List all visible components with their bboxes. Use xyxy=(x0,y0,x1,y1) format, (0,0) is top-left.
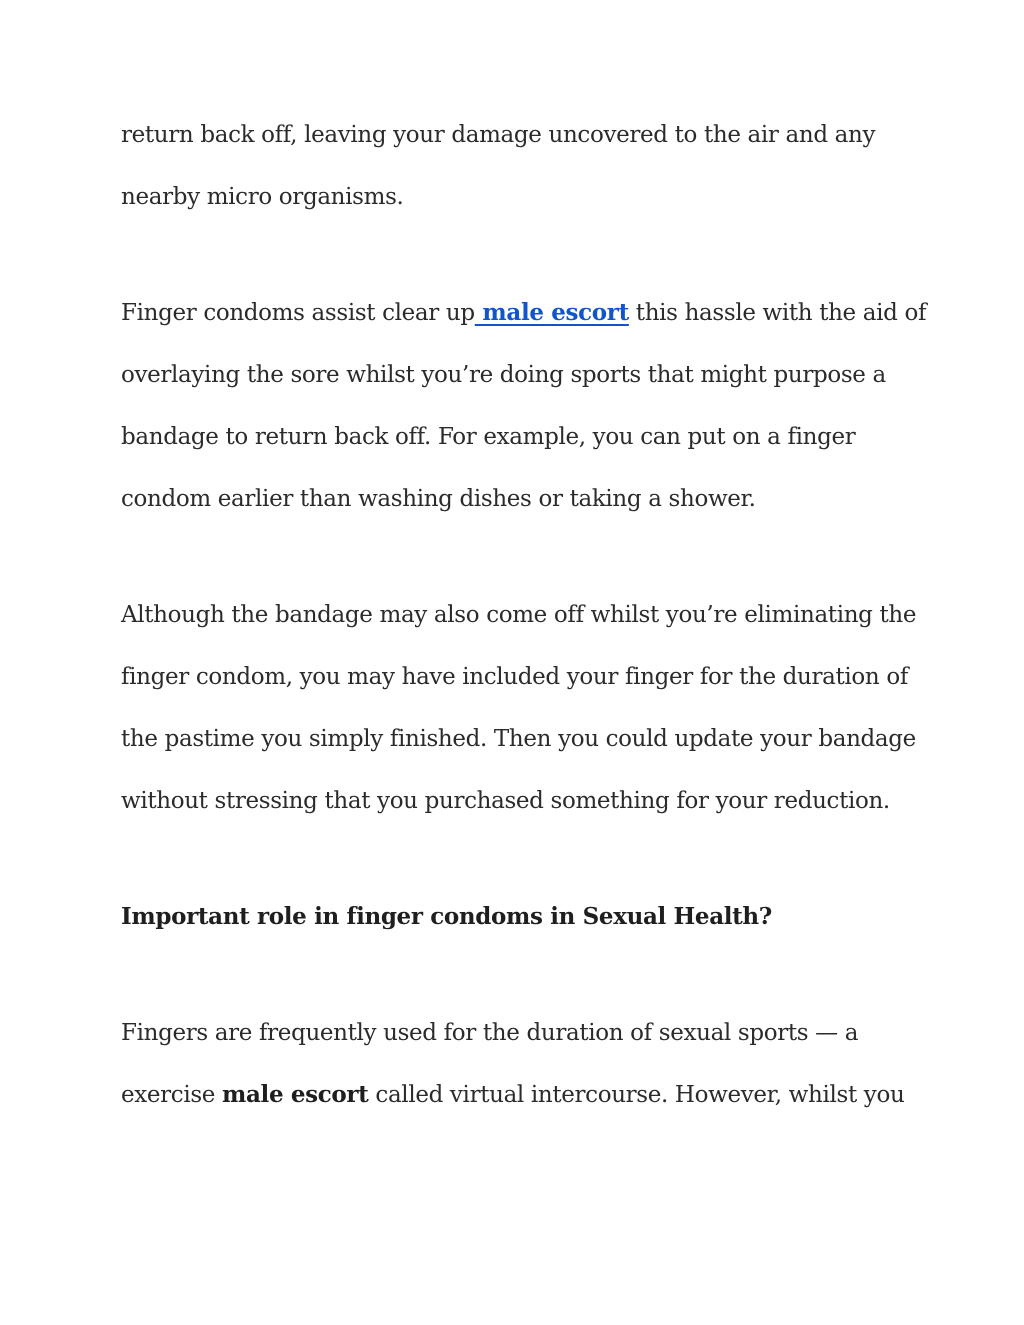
paragraph-2-text-before-link: Finger condoms assist clear up xyxy=(121,300,475,326)
paragraph-4-text-before-bold: exercise xyxy=(121,1082,223,1108)
paragraph-4-text-after-bold: called virtual intercourse. However, whilst you xyxy=(368,1082,905,1108)
paragraph-3-line-2: finger condom, you may have included your finger for the duration of xyxy=(121,664,908,690)
paragraph-2-line-4: condom earlier than washing dishes or taking a shower. xyxy=(121,486,756,512)
paragraph-1-line-2: nearby micro organisms. xyxy=(121,184,404,210)
paragraph-3-line-1: Although the bandage may also come off whilst you’re eliminating the xyxy=(121,602,917,628)
paragraph-4-line-1: Fingers are frequently used for the duration of sexual sports — a xyxy=(121,1020,859,1046)
paragraph-2-text-after-link: this hassle with the aid of xyxy=(628,300,927,326)
paragraph-1-line-1: return back off, leaving your damage uncovered to the air and any xyxy=(121,122,876,148)
paragraph-2-line-3: bandage to return back off. For example, you can put on a finger xyxy=(121,424,856,450)
paragraph-2-line-2: overlaying the sore whilst you’re doing sports that might purpose a xyxy=(121,362,886,388)
paragraph-3-line-3: the pastime you simply finished. Then you could update your bandage xyxy=(121,726,916,752)
male-escort-link[interactable]: male escort xyxy=(474,299,629,326)
paragraph-4-line-2 xyxy=(121,1080,904,1110)
paragraph-2-line-1 xyxy=(121,298,926,328)
section-heading: Important role in finger condoms in Sexual Health? xyxy=(121,903,772,930)
male-escort-bold-text: male escort xyxy=(222,1081,369,1108)
paragraph-3-line-4: without stressing that you purchased something for your reduction. xyxy=(121,788,890,814)
